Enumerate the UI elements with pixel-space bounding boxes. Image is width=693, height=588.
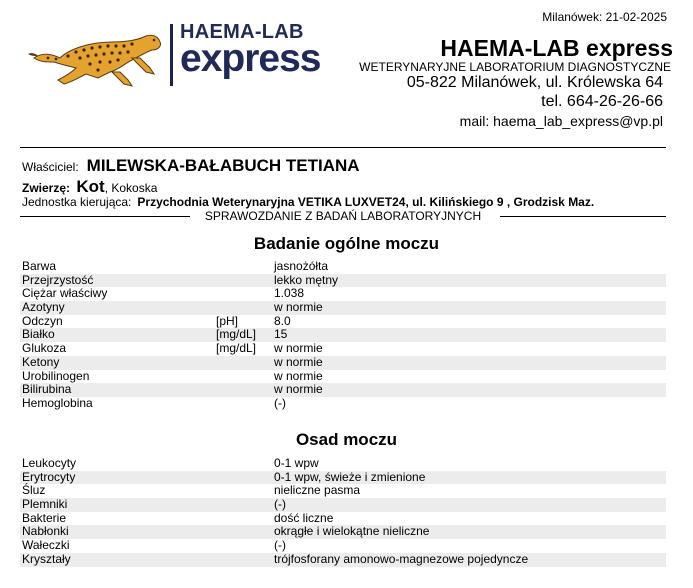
owner-line [22, 156, 360, 176]
urinalysis-table [20, 260, 666, 411]
param-name: Azotyny [22, 300, 65, 315]
param-name: Kryształy [22, 551, 71, 566]
param-name: Leukocyty [22, 456, 77, 470]
param-name: Wałeczki [22, 538, 70, 553]
table-row [20, 484, 666, 498]
table-row [20, 397, 666, 411]
table-row [20, 328, 666, 342]
table-row [20, 315, 666, 329]
referring-unit: Przychodnia Weterynaryjna VETIKA LUXVET24, ul. Kilińskiego 9 , Grodzisk Maz. [137, 195, 595, 209]
param-name: Nabłonki [22, 524, 69, 539]
param-name: Glukoza [22, 341, 67, 356]
param-value: (-) [274, 395, 286, 410]
table-row [20, 512, 666, 526]
param-name: Białko [22, 327, 55, 342]
table-row [20, 457, 666, 471]
header-divider [20, 147, 666, 148]
param-value: lekko mętny [274, 272, 339, 287]
param-name: Bilirubina [22, 382, 72, 397]
param-value: 8.0 [274, 313, 291, 328]
table-row [20, 342, 666, 356]
param-name: Plemniki [22, 497, 68, 512]
param-value: w normie [274, 382, 323, 397]
report-title: SPRAWOZDANIE Z BADAŃ LABORATORYJNYCH [204, 209, 482, 223]
table-row [20, 498, 666, 512]
logo-line-2: express [180, 37, 321, 80]
param-value: w normie [274, 354, 323, 369]
referring-unit-line [22, 195, 594, 209]
param-value: 15 [274, 327, 288, 342]
table-row [20, 287, 666, 301]
param-value: w normie [274, 341, 323, 356]
animal-line [22, 177, 157, 197]
param-value: dość liczne [274, 510, 334, 525]
animal-name: , Kokoska [104, 181, 158, 195]
param-value: (-) [274, 497, 286, 512]
logo-wordmark [180, 22, 325, 78]
param-name: Barwa [22, 259, 57, 273]
table-row [20, 356, 666, 370]
animal-species: Kot [76, 177, 105, 196]
param-value: 0-1 wpw, świeże i zmienione [274, 469, 426, 484]
param-value: (-) [274, 538, 286, 553]
param-value: jasnożółta [274, 259, 329, 273]
lab-phone: tel. 664-26-26-66 [541, 93, 663, 110]
table-row [20, 471, 666, 485]
logo-line-1: HAEMA-LAB [180, 21, 304, 43]
param-name: Bakterie [22, 510, 67, 525]
param-unit: [pH] [216, 313, 239, 328]
owner-name: MILEWSKA-BAŁABUCH TETIANA [86, 156, 360, 175]
owner-label: Właściciel: [22, 160, 79, 174]
table-row [20, 370, 666, 384]
logo-divider [170, 24, 173, 86]
param-value: okrągłe i wielokątne nieliczne [274, 524, 430, 539]
param-value: w normie [274, 368, 323, 383]
lab-address: 05-822 Milanówek, ul. Królewska 64 [406, 74, 663, 91]
lab-subtitle: WETERYNARYJNE LABORATORIUM DIAGNOSTYCZNE [359, 60, 671, 74]
report-date: Milanówek: 21-02-2025 [542, 10, 667, 24]
section-title-urinalysis: Badanie ogólne moczu [253, 234, 440, 253]
param-value: w normie [274, 300, 323, 315]
param-name: Hemoglobina [22, 395, 93, 410]
report-title-line [20, 209, 666, 223]
param-name: Ciężar właściwy [22, 286, 108, 301]
referring-unit-label: Jednostka kierująca: [22, 195, 132, 209]
sediment-table [20, 457, 666, 567]
param-name: Erytrocyty [22, 469, 76, 484]
param-name: Odczyn [22, 313, 63, 328]
section-title-sediment: Osad moczu [295, 430, 398, 449]
param-value: trójfosforany amonowo-magnezowe pojedyncze [274, 551, 529, 566]
param-name: Przejrzystość [22, 272, 94, 287]
animal-label: Zwierzę: [22, 181, 71, 195]
param-unit: [mg/dL] [216, 341, 257, 356]
table-row [20, 539, 666, 553]
param-name: Ketony [22, 354, 60, 369]
param-unit: [mg/dL] [216, 327, 257, 342]
cheetah-logo-icon [28, 28, 168, 90]
lab-name: HAEMA-LAB express [440, 35, 673, 61]
param-name: Urobilinogen [22, 368, 90, 383]
table-row [20, 553, 666, 567]
param-value: nieliczne pasma [274, 483, 361, 498]
table-row [20, 274, 666, 288]
table-row [20, 525, 666, 539]
lab-email: mail: haema_lab_express@vp.pl [459, 113, 663, 129]
table-row [20, 383, 666, 397]
param-value: 1.038 [274, 286, 305, 301]
table-row [20, 301, 666, 315]
report-title-rule-right [500, 216, 666, 217]
table-row [20, 260, 666, 274]
param-name: Śluz [22, 483, 46, 498]
param-value: 0-1 wpw [274, 456, 319, 470]
